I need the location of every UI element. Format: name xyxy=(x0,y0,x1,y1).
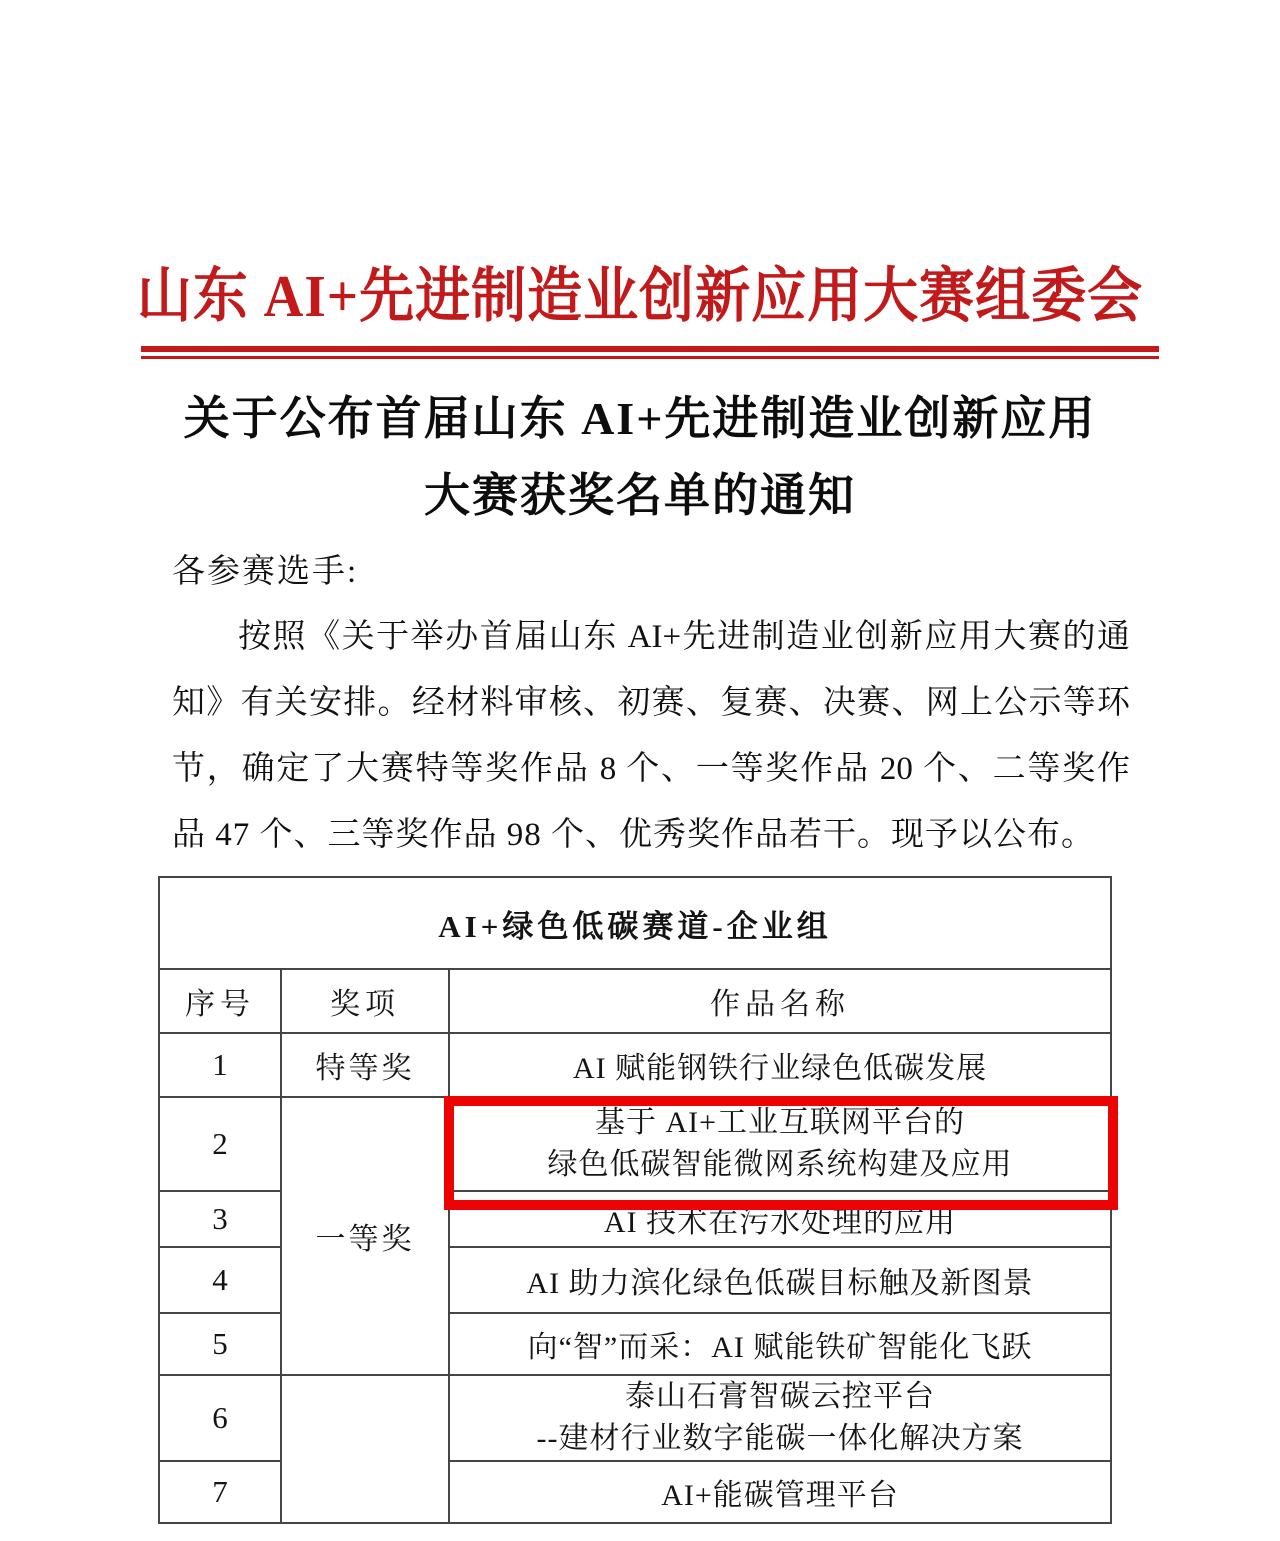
work-title-line: 基于 AI+工业互联网平台的 xyxy=(594,1106,966,1139)
award-cell: 特等奖 xyxy=(281,1033,449,1097)
col-header-work: 作品名称 xyxy=(449,969,1111,1033)
award-cell-merged-empty xyxy=(281,1375,449,1523)
letterhead-rule-thin xyxy=(141,356,1159,359)
work-title: AI 技术在污水处理的应用 xyxy=(449,1191,1111,1247)
row-number: 2 xyxy=(159,1097,281,1191)
paragraph-line: 品 47 个、三等奖作品 98 个、优秀奖作品若干。现予以公布。 xyxy=(172,817,1095,853)
letterhead-rule-thick xyxy=(141,346,1159,352)
document-title xyxy=(0,380,1280,534)
row-number: 7 xyxy=(159,1461,281,1523)
work-title xyxy=(449,1375,1111,1461)
awards-table xyxy=(158,876,1112,1524)
paragraph-line: 知》有关安排。经材料审核、初赛、复赛、决赛、网上公示等环 xyxy=(172,685,1130,721)
col-header-index: 序号 xyxy=(159,969,281,1033)
row-number: 1 xyxy=(159,1033,281,1097)
document-title-line-2: 大赛获奖名单的通知 xyxy=(424,470,856,521)
body-paragraph xyxy=(172,604,1130,868)
work-title-line: 泰山石膏智碳云控平台 xyxy=(625,1380,935,1413)
col-header-award: 奖项 xyxy=(281,969,449,1033)
row-number: 3 xyxy=(159,1191,281,1247)
table-row-highlighted xyxy=(159,1097,1111,1191)
row-number: 5 xyxy=(159,1313,281,1375)
work-title: 向“智”而采：AI 赋能铁矿智能化飞跃 xyxy=(449,1313,1111,1375)
table-title: AI+绿色低碳赛道-企业组 xyxy=(159,877,1111,969)
paragraph-line: 节，确定了大赛特等奖作品 8 个、一等奖作品 20 个、二等奖作 xyxy=(172,751,1130,787)
table-row xyxy=(159,1033,1111,1097)
document-title-line-1: 关于公布首届山东 AI+先进制造业创新应用 xyxy=(183,393,1097,444)
work-title-line: --建材行业数字能碳一体化解决方案 xyxy=(536,1422,1024,1455)
work-title: AI+能碳管理平台 xyxy=(449,1461,1111,1523)
work-title: AI 赋能钢铁行业绿色低碳发展 xyxy=(449,1033,1111,1097)
salutation: 各参赛选手: xyxy=(172,554,359,590)
work-title-line: 绿色低碳智能微网系统构建及应用 xyxy=(547,1148,1013,1181)
table-row xyxy=(159,1375,1111,1461)
table-title-row xyxy=(159,877,1111,969)
letterhead-title: 山东 AI+先进制造业创新应用大赛组委会 xyxy=(136,263,1144,329)
award-cell-merged: 一等奖 xyxy=(281,1097,449,1375)
paragraph-line: 按照《关于举办首届山东 AI+先进制造业创新应用大赛的通 xyxy=(238,619,1130,655)
work-title: AI 助力滨化绿色低碳目标触及新图景 xyxy=(449,1247,1111,1313)
table-header-row xyxy=(159,969,1111,1033)
row-number: 4 xyxy=(159,1247,281,1313)
work-title-highlighted xyxy=(449,1097,1111,1191)
row-number: 6 xyxy=(159,1375,281,1461)
